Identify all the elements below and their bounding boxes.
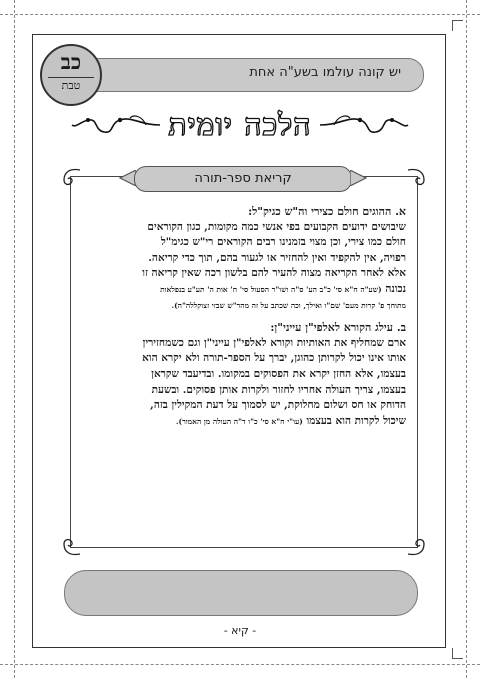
text-line: בעצמו, צריך העולה אחריו לחזור ולקרות אותן פסוקים. ובשעת [151,383,406,396]
paragraph-heading: א. ההוגים חולם כצירי וה"ש כגיק"ל: [248,205,406,218]
corner-ornament-icon [406,166,428,188]
text-line: רפויה, אין להקפיד ואין להחזיר או לגעור בהם, תוך כדי קריאה. [148,251,406,264]
text-line: ארם שמחליף את האותיות וקורא לאלפי"ן עייני"ן וגם כשמחזירין [142,336,406,349]
text-line: אותו אינו יכול לקרותן כהוגן, יברך על הספר-תורה ולא יקרא הוא [142,352,406,365]
cut-line-bottom [0,664,480,665]
text-line-with-source [80,414,406,430]
source-lead: שיכול לקרות הוא בעצמו [306,414,406,427]
cut-line-left [14,0,15,678]
source-citation-cont: מתוחך פ' קרות מעם' שם"ו ואילך, וכה שכתב על זה מהר"ש שבזי זצוקללה"ה). [171,300,406,310]
date-day: כב [60,49,82,74]
text-line-with-source [80,282,406,298]
date-month: טבת [61,79,81,92]
corner-ornament-icon [406,536,428,558]
cut-line-right [466,0,467,678]
crop-mark-top-right [452,20,463,31]
cut-line-top [0,14,480,15]
page-title: הלכה יומית [168,108,312,143]
text-line: שיבושים ידועים הקבועים בפי אנשי כמה מקומות, כגון הקוראים [147,220,406,233]
date-badge [40,44,102,106]
corner-ornament-icon [60,536,82,558]
footer-banner [64,570,418,616]
text-line: הדוחק או חס ושלום מחלוקת, יש לסמוך על דעת המקילין בזה, [150,399,406,412]
source-citation: (עו"י ח"א סי' כ"ו ד"ה העולה מן האמור). [175,416,303,426]
section-title: קריאת ספר-תורה [134,166,352,192]
paragraph-heading: ב. עילג הקורא לאלפי"ן עייני"ן: [270,321,406,335]
text-line: אלא לאחר הקריאה מצוה להעיר להם בלשון רכה שאין קריאה זו [142,267,406,280]
text-line: בעצמו, אלא החזן יקרא את הפסוקים במקומו. ובדיעבד שקראן [151,367,406,380]
source-citation: (שע"ה ח"א סי' כ"ב הע' ס"ה ושו"ר הסעול סי' ח' אות ה' תע"ע בנפלאות [160,284,382,294]
corner-ornament-icon [60,166,82,188]
halacha-text [80,204,406,540]
header-banner [70,58,424,92]
header-motto: יש קונה עולמו בשע"ה אחת [249,65,401,80]
page-number: - קיא - [223,624,257,637]
source-lead: נכונה [385,282,406,295]
crop-mark-bottom-right [452,648,463,659]
date-divider [48,77,94,78]
paragraph-gap [80,313,406,320]
tab-arrow-right-icon [350,170,368,186]
text-line: חולם כמו צירי, וכן מצוי בזמנינו רבים הקוראים רי"ש כגימ"ל [160,236,406,249]
